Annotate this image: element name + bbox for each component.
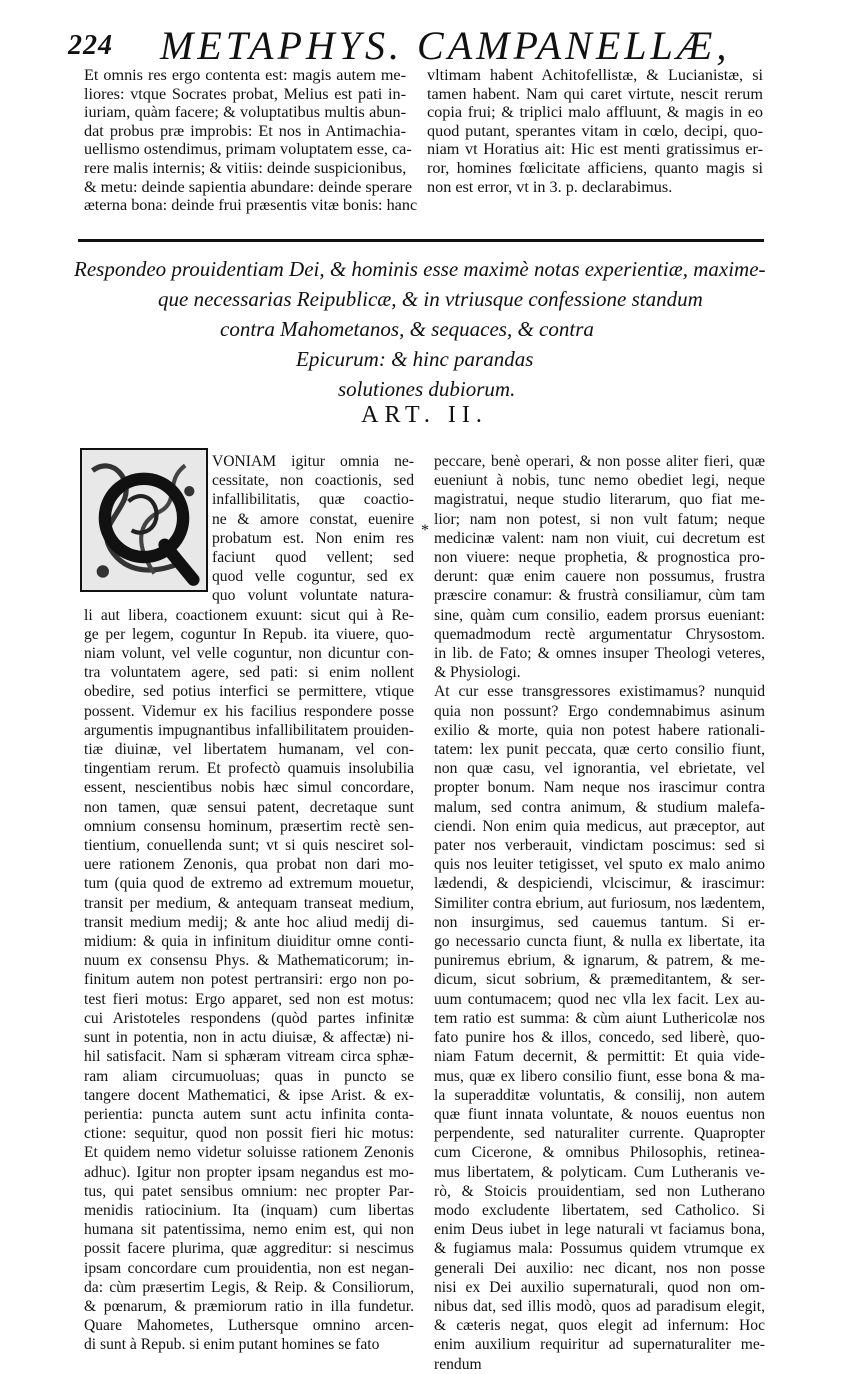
text-line: quemadmodum rectè argumentatur Chrysostom. — [434, 625, 765, 643]
text-line: tiæ diuinæ, vel libertatem humanam, vel con- — [84, 741, 414, 759]
text-line: non viuere: neque prophetia, & prognostica pro- — [434, 549, 765, 567]
text-line: ror, homines fœlicitate afficiens, quanto magis si — [427, 158, 763, 177]
text-line: sunt in potentia, non in actu diuisæ, & affectæ) ni- — [84, 1029, 414, 1047]
text-line: di sunt à Repub. si enim putant homines se fato — [84, 1336, 380, 1354]
text-line: uum contumacem; quod nec vlla lex facit. Lex au- — [434, 990, 765, 1008]
text-line: argumentis impugnantibus infallibilitatem prouiden- — [84, 721, 414, 739]
text-line: omnium consensu hominum, præsertim rectè sen- — [84, 817, 414, 835]
text-line: fato punire hos & illos, concedo, sed liberè, quo- — [434, 1029, 765, 1047]
text-line: non est error, vt in 3. p. declarabimus. — [427, 177, 673, 196]
section-title — [74, 254, 774, 404]
text-line: quo volunt voluntate natura- — [212, 587, 414, 605]
page-number: 224 — [68, 30, 113, 61]
text-line: uere rationem Zenonis, qua probat non dari mo- — [84, 856, 414, 874]
text-line: perientia: puncta autem sunt actu infinita conta- — [84, 1105, 414, 1123]
text-line: tamen habent. Nam qui caret virtute, nescit rerum — [427, 84, 763, 103]
margin-asterisk: * — [421, 522, 429, 539]
text-line: tum (quia quod de extremo ad extremum mouetur, — [84, 875, 414, 893]
text-line: lædendi, & despiciendi, vlciscimur, & irascimur: — [434, 875, 765, 893]
text-line: la superadditæ voluntatis, & consilij, non autem — [434, 1086, 765, 1104]
text-line: niam Fatum decernit, & permittit: Et quia vide- — [434, 1048, 765, 1066]
text-line: tientium, conuellenda sunt; vt si quis nesciret sol- — [84, 837, 414, 855]
text-line: præscire conamur: & frustrà consiliamur, cùm tam — [434, 587, 765, 605]
top-right-column — [427, 66, 763, 196]
text-line: pater nos verberauit, vindictam poscimus: sed si — [434, 837, 765, 855]
text-line: non quæ casu, vel ignorantia, vel ebrietate, vel — [434, 760, 765, 778]
text-line: nisi ex Dei auxilio supernaturali, quod non om- — [434, 1278, 765, 1296]
section-rule — [78, 239, 764, 242]
text-line: & pœnarum, & præmiorum ratio in illa fundetur. — [84, 1297, 414, 1315]
text-line: generali Dei auxilio: nec dicant, nos non posse — [434, 1259, 765, 1277]
text-line: & metu: deinde sapientia abundare: deinde sperare — [84, 177, 413, 196]
text-line: æterna bona: deinde frui præsentis vitæ bonis: hanc — [84, 196, 418, 215]
text-line: & cæteris negat, quos elegit ad infernum: Hoc — [434, 1317, 765, 1335]
text-line: enim Deus iubet in lege naturali vt faciamus bona, — [434, 1221, 765, 1239]
text-line: sine, quàm cum consilio, eadem prorsus eueniant: — [434, 606, 765, 624]
text-line: quæ fiunt innata voluntate, & nouos euentus non — [434, 1105, 765, 1123]
text-line: tatem: lex punit peccata, quæ certo consilio fiunt, — [434, 741, 765, 759]
text-line: ipsam concordare cum prouidentia, non est negan- — [84, 1259, 414, 1277]
text-line: test fieri motus: Ergo apparet, sed non est motus: — [84, 990, 414, 1008]
text-line: malum, sed contra animum, & studium malefa- — [434, 798, 765, 816]
main-left-column — [84, 452, 414, 1355]
text-line: transit medium medij; & ante hoc aliud medij di- — [84, 913, 414, 931]
text-line: rò, & Stoicis prouidentiam, sed non Lutherano — [434, 1182, 765, 1200]
text-line: nibus dat, sed illis modò, quos ad paradisum elegit, — [434, 1297, 765, 1315]
text-line: perpendente, sed naturaliter currente. Quapropter — [434, 1125, 765, 1143]
text-line: vltimam habent Achitofellistæ, & Lucianistæ, si — [427, 66, 763, 84]
text-line: eueniunt à nobis, tunc nemo obediet legi, neque — [434, 472, 765, 490]
article-heading: ART. II. — [361, 402, 488, 428]
text-line: dat probus præ improbis: Et nos in Antimachia- — [84, 121, 406, 140]
text-line: obedire, sed potius interfici se permittere, vtique — [84, 683, 414, 701]
text-line: adhuc). Igitur non propter ipsam negandus est mo- — [84, 1163, 414, 1181]
text-line: & Physiologi. — [434, 664, 521, 682]
text-line: go necessario cuncta fiunt, & nulla ex libertate, ita — [434, 933, 765, 951]
text-line: ne & amore constat, euenire — [212, 510, 414, 528]
text-line: magistratui, neque studio literarum, quo fiat me- — [434, 491, 765, 509]
text-line: medicinæ valent: nam non viuit, cui decretum est — [434, 529, 765, 547]
text-line: Quare Mahometes, Luthersque omnino arcen- — [84, 1317, 414, 1335]
text-line: lior; nam non potest, si non vult fatum; neque — [434, 510, 765, 528]
text-line: tra voluntatem agere, sed pati: si enim nollent — [84, 664, 414, 682]
text-line: puniremus ebrium, & ignarum, & patrem, & me- — [434, 952, 765, 970]
text-line: liores: vtque Socrates probat, Melius est pati in- — [84, 84, 406, 103]
text-line: quia non possunt? Ergo condemnabimus asinum — [434, 702, 765, 720]
top-left-column — [84, 66, 418, 215]
text-line: quod velle coguntur, sed ex — [212, 568, 414, 586]
text-line: mus, quæ ex libero consilio fiunt, esse bona & ma- — [434, 1067, 765, 1085]
text-line: essent, nescientibus nobis hæc simul concordare, — [84, 779, 414, 797]
text-line: menidis ratiocinium. Ita (inquam) cum libertas — [84, 1201, 414, 1219]
text-line: nuum ex consensu Phys. & Mathematicorum; in- — [84, 952, 414, 970]
text-line: quis nos leuiter tetigisset, vel sputo ex malo animo — [434, 856, 765, 874]
text-line: Et omnis res ergo contenta est: magis autem me- — [84, 66, 406, 84]
text-line: ram aliam circumuoluas; quas in puncto se — [84, 1067, 414, 1085]
text-line: cui Aristoteles respondens (quòd partes infinitæ — [84, 1009, 414, 1027]
text-line: possit facere plurima, quæ aggreditur: si nescimus — [84, 1240, 414, 1258]
text-line: probatum est. Non enim res — [212, 529, 414, 547]
text-line: tingentiam rerum. Et profectò quamuis insolubilia — [84, 760, 414, 778]
text-line: rendum — [434, 1355, 482, 1373]
text-line: non tamen, quæ sensui patent, decretaque sunt — [84, 798, 414, 816]
text-line: ctione: sequitur, quod non possit fieri hic motus: — [84, 1125, 414, 1143]
text-line: cessitate, non coactionis, sed — [212, 472, 414, 490]
page-header — [68, 22, 788, 66]
text-line: ciendi. Non enim quia medicus, aut præceptor, aut — [434, 817, 765, 835]
text-line: cum Cicerone, & omnibus Philosophis, retinea- — [434, 1144, 765, 1162]
text-line: VONIAM igitur omnia ne- — [212, 453, 414, 470]
text-line: uellismo ostendimus, primam voluptatem esse, ca- — [84, 140, 412, 159]
section-title-line: que necessarias Reipublicæ, & in vtriusque confessione standum — [158, 287, 703, 311]
section-title-line: contra Mahometanos, & sequaces, & contra — [220, 317, 594, 341]
text-line: humana sit patentissima, nemo enim est, qui non — [84, 1221, 414, 1239]
section-title-line: Respondeo prouidentiam Dei, & hominis esse maximè notas experientiæ, maxime- — [74, 257, 766, 281]
text-line: infallibilitatis, quæ coactio- — [212, 491, 414, 509]
text-line: non insurgimus, sed cauemus tantum. Si er- — [434, 913, 765, 931]
text-line: li aut libera, coactionem exuunt: sicut qui à Re- — [84, 606, 414, 624]
text-line: modo excludente libertatem, sed Catholico. Si — [434, 1201, 765, 1219]
text-line: in lib. de Fato; & omnes insuper Theologi veteres, — [434, 645, 765, 663]
section-title-line: solutiones dubiorum. — [338, 377, 516, 401]
text-line: quod putant, sperantes vitam in cœlo, decipi, quo- — [427, 121, 763, 140]
text-line: Similiter contra ebrium, aut furiosum, nos lædentem, — [434, 894, 765, 912]
text-line: iuriam, quàm facere; & voluptatibus multis abun- — [84, 103, 406, 122]
text-line: faciunt quod vellent; sed — [212, 549, 414, 567]
text-line: transit per medium, & antequam transeat medium, — [84, 894, 414, 912]
text-line: midium: & quia in infinitum diuiditur omne conti- — [84, 933, 414, 951]
text-line: dicum, sicut sobrium, & præmeditantem, & ser- — [434, 971, 765, 989]
text-line: mus libertatem, & polyticam. Cum Lutheranis ve- — [434, 1163, 765, 1181]
section-title-line: Epicurum: & hinc parandas — [296, 347, 534, 371]
text-line: tangere docent Mathematici, & ipse Arist. & ex- — [84, 1086, 414, 1104]
text-line: exilio & morte, quia non potest habere rationali- — [434, 721, 765, 739]
text-line: Et quidem nemo videtur soluisse rationem Zenonis — [84, 1144, 414, 1162]
text-line: niam vt Horatius ait: Hic est menti gratissimus er- — [427, 140, 763, 159]
text-line: peccare, benè operari, & non posse aliter fieri, quæ — [434, 453, 765, 470]
text-line: niam volunt, vel velle coguntur, non dicuntur con- — [84, 645, 414, 663]
text-line: enim auxilium requiritur ad supernaturaliter me- — [434, 1336, 765, 1354]
text-line: propter bonum. Nam neque nos irascimur contra — [434, 779, 765, 797]
text-line: At cur esse transgressores existimamus? nunquid — [434, 683, 765, 701]
running-title: METAPHYS. CAMPANELLÆ, — [160, 23, 731, 68]
text-line: finitum autem non potest pertransiri: ergo non po- — [84, 971, 414, 989]
text-line: ge per legem, coguntur In Repub. ita viuere, quo- — [84, 625, 414, 643]
text-line: tus, qui patet sensibus omnium: nec propter Par- — [84, 1182, 414, 1200]
text-line: rere malis internis; & vitiis: deinde suspicionibus, — [84, 158, 407, 177]
text-line: & fugiamus mala: Possumus quidem vtrumque ex — [434, 1240, 765, 1258]
text-line: possent. Videmur ex his facilius respondere posse — [84, 702, 414, 720]
text-line: derunt: quæ enim cauere non possumus, frustra — [434, 568, 765, 586]
text-line: tem ratio est summa: & cùm aiunt Luthericolæ nos — [434, 1009, 765, 1027]
main-right-column — [434, 452, 765, 1374]
text-line: hil satisfacit. Nam si sphæram vitream circa sphæ- — [84, 1048, 414, 1066]
text-line: copia frui; & triplici malo affluunt, & magis in eo — [427, 103, 763, 122]
text-line: da: cùm præsertim Legis, & Reip. & Consiliorum, — [84, 1278, 414, 1296]
